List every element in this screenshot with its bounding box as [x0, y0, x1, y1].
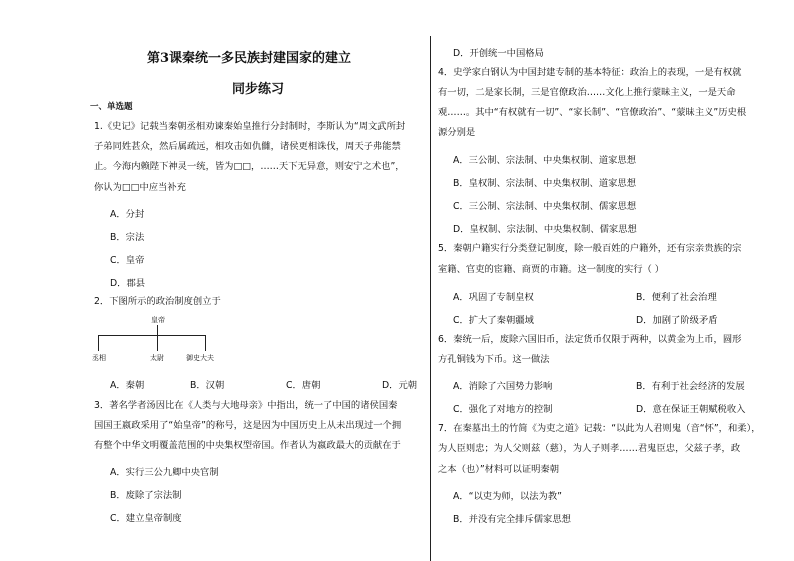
- q2-option-b[interactable]: B．汉朝: [190, 380, 225, 391]
- diagram-node-emperor: 皇帝: [151, 316, 165, 324]
- q1-line-3: 止。今海内赖陛下神灵一统，皆为□□，……天下无异意，则安宁之术也”，: [94, 161, 405, 172]
- q4-line-4: 源分别是: [438, 127, 476, 138]
- q1-option-c[interactable]: C．皇帝: [110, 255, 145, 266]
- q4-option-c[interactable]: C．三公制、宗法制、中央集权制、儒家思想: [453, 201, 637, 212]
- section-heading: 一、单选题: [90, 102, 133, 112]
- q4-option-a[interactable]: A．三公制、宗法制、中央集权制、道家思想: [453, 155, 637, 166]
- q6-option-a[interactable]: A．消除了六国势力影响: [453, 381, 553, 392]
- q3-option-c[interactable]: C．建立皇帝制度: [110, 513, 182, 524]
- q5-line-2: 室籍、官吏的宦籍、商贾的市籍。这一制度的实行（ ）: [438, 264, 665, 275]
- q6-line-2: 方孔铜钱为下币。这一做法: [438, 354, 550, 365]
- diagram-branch-line: [98, 335, 206, 336]
- q1-option-a[interactable]: A．分封: [110, 209, 145, 220]
- q4-line-1: 4．史学家白钢认为中国封建专制的基本特征：政治上的表现，一是有权就: [438, 67, 742, 78]
- page-subtitle: 同步练习: [232, 82, 285, 97]
- q2-option-d[interactable]: D．元朝: [382, 380, 418, 391]
- q3-line-3: 有整个中华文明覆盖范围的中央集权型帝国。作者认为嬴政最大的贡献在于: [94, 440, 401, 451]
- q6-option-b[interactable]: B．有利于社会经济的发展: [636, 381, 745, 392]
- q6-line-1: 6．秦统一后，废除六国旧币，法定货币仅限于两种，以黄金为上币，圆形: [438, 334, 742, 345]
- q1-line-4: 你认为□□中应当补充: [94, 182, 186, 193]
- q6-option-c[interactable]: C．强化了对地方的控制: [453, 404, 553, 415]
- q5-option-a[interactable]: A．巩固了专制皇权: [453, 292, 534, 303]
- q5-line-1: 5．秦朝户籍实行分类登记制度，除一般百姓的户籍外，还有宗亲贵族的宗: [438, 243, 742, 254]
- q7-line-2: 为人臣则忠；为人父则兹（慈），为人子则孝……君鬼臣忠，父兹子孝，政: [438, 443, 741, 454]
- q1-option-b[interactable]: B．宗法: [110, 232, 145, 243]
- q7-line-1: 7．在秦墓出土的竹简《为吏之道》记载：“以此为人君则鬼（音“怀”，和柔），: [438, 423, 761, 434]
- q7-line-3: 之本（也）”材料可以证明秦朝: [438, 464, 560, 475]
- q6-option-d[interactable]: D．意在保证王朝赋税收入: [636, 404, 746, 415]
- diagram-branch-right: [205, 335, 206, 351]
- diagram-node-commandant: 太尉: [150, 354, 164, 362]
- page-title: 第3课秦统一多民族封建国家的建立: [147, 51, 352, 66]
- q1-line-1: 1.《史记》记载当秦朝丞相劝谏秦始皇推行分封制时，李斯认为“周文武所封: [94, 121, 406, 132]
- column-divider: [430, 36, 431, 561]
- q3-line-1: 3．著名学者汤因比在《人类与大地母亲》中指出，统一了中国的诸侯国秦: [94, 400, 398, 411]
- government-structure-diagram: [94, 315, 214, 365]
- q3-option-b[interactable]: B．废除了宗法制: [110, 490, 182, 501]
- q2-stem: 2．下图所示的政治制度创立于: [94, 296, 221, 307]
- q1-line-2: 子弟同姓甚众，然后属疏远，相攻击如仇雠，诸侯更相诛伐，周天子弗能禁: [94, 141, 401, 152]
- diagram-node-censor: 御史大夫: [186, 354, 214, 362]
- q5-option-b[interactable]: B．便利了社会治理: [636, 292, 717, 303]
- diagram-node-chancellor: 丞相: [92, 354, 106, 362]
- q4-option-b[interactable]: B．皇权制、宗法制、中央集权制、道家思想: [453, 178, 637, 189]
- q7-option-a[interactable]: A．“以吏为师，以法为教”: [453, 491, 562, 502]
- q4-line-2: 有一切，二是家长制，三是官僚政治……文化上推行蒙昧主义，一是天命: [438, 87, 736, 98]
- q5-option-d[interactable]: D．加剧了阶级矛盾: [636, 315, 718, 326]
- diagram-stem-line: [157, 325, 158, 335]
- q3-option-d[interactable]: D．开创统一中国格局: [453, 48, 544, 59]
- diagram-branch-mid: [157, 335, 158, 351]
- diagram-branch-left: [98, 335, 99, 351]
- q3-line-2: 国国王嬴政采用了“始皇帝”的称号，这是因为中国历史上从未出现过一个拥: [94, 420, 402, 431]
- q7-option-b[interactable]: B．并没有完全排斥儒家思想: [453, 514, 571, 525]
- q5-option-c[interactable]: C．扩大了秦朝疆域: [453, 315, 534, 326]
- q4-line-3: 观……。其中“有权就有一切”、“家长制”、“官僚政治”、“蒙昧主义”历史根: [438, 107, 747, 118]
- q2-option-a[interactable]: A．秦朝: [110, 380, 145, 391]
- q2-option-c[interactable]: C．唐朝: [286, 380, 321, 391]
- q3-option-a[interactable]: A．实行三公九卿中央官制: [110, 467, 219, 478]
- q4-option-d[interactable]: D．皇权制、宗法制、中央集权制、儒家思想: [453, 224, 637, 235]
- q1-option-d[interactable]: D．郡县: [110, 278, 146, 289]
